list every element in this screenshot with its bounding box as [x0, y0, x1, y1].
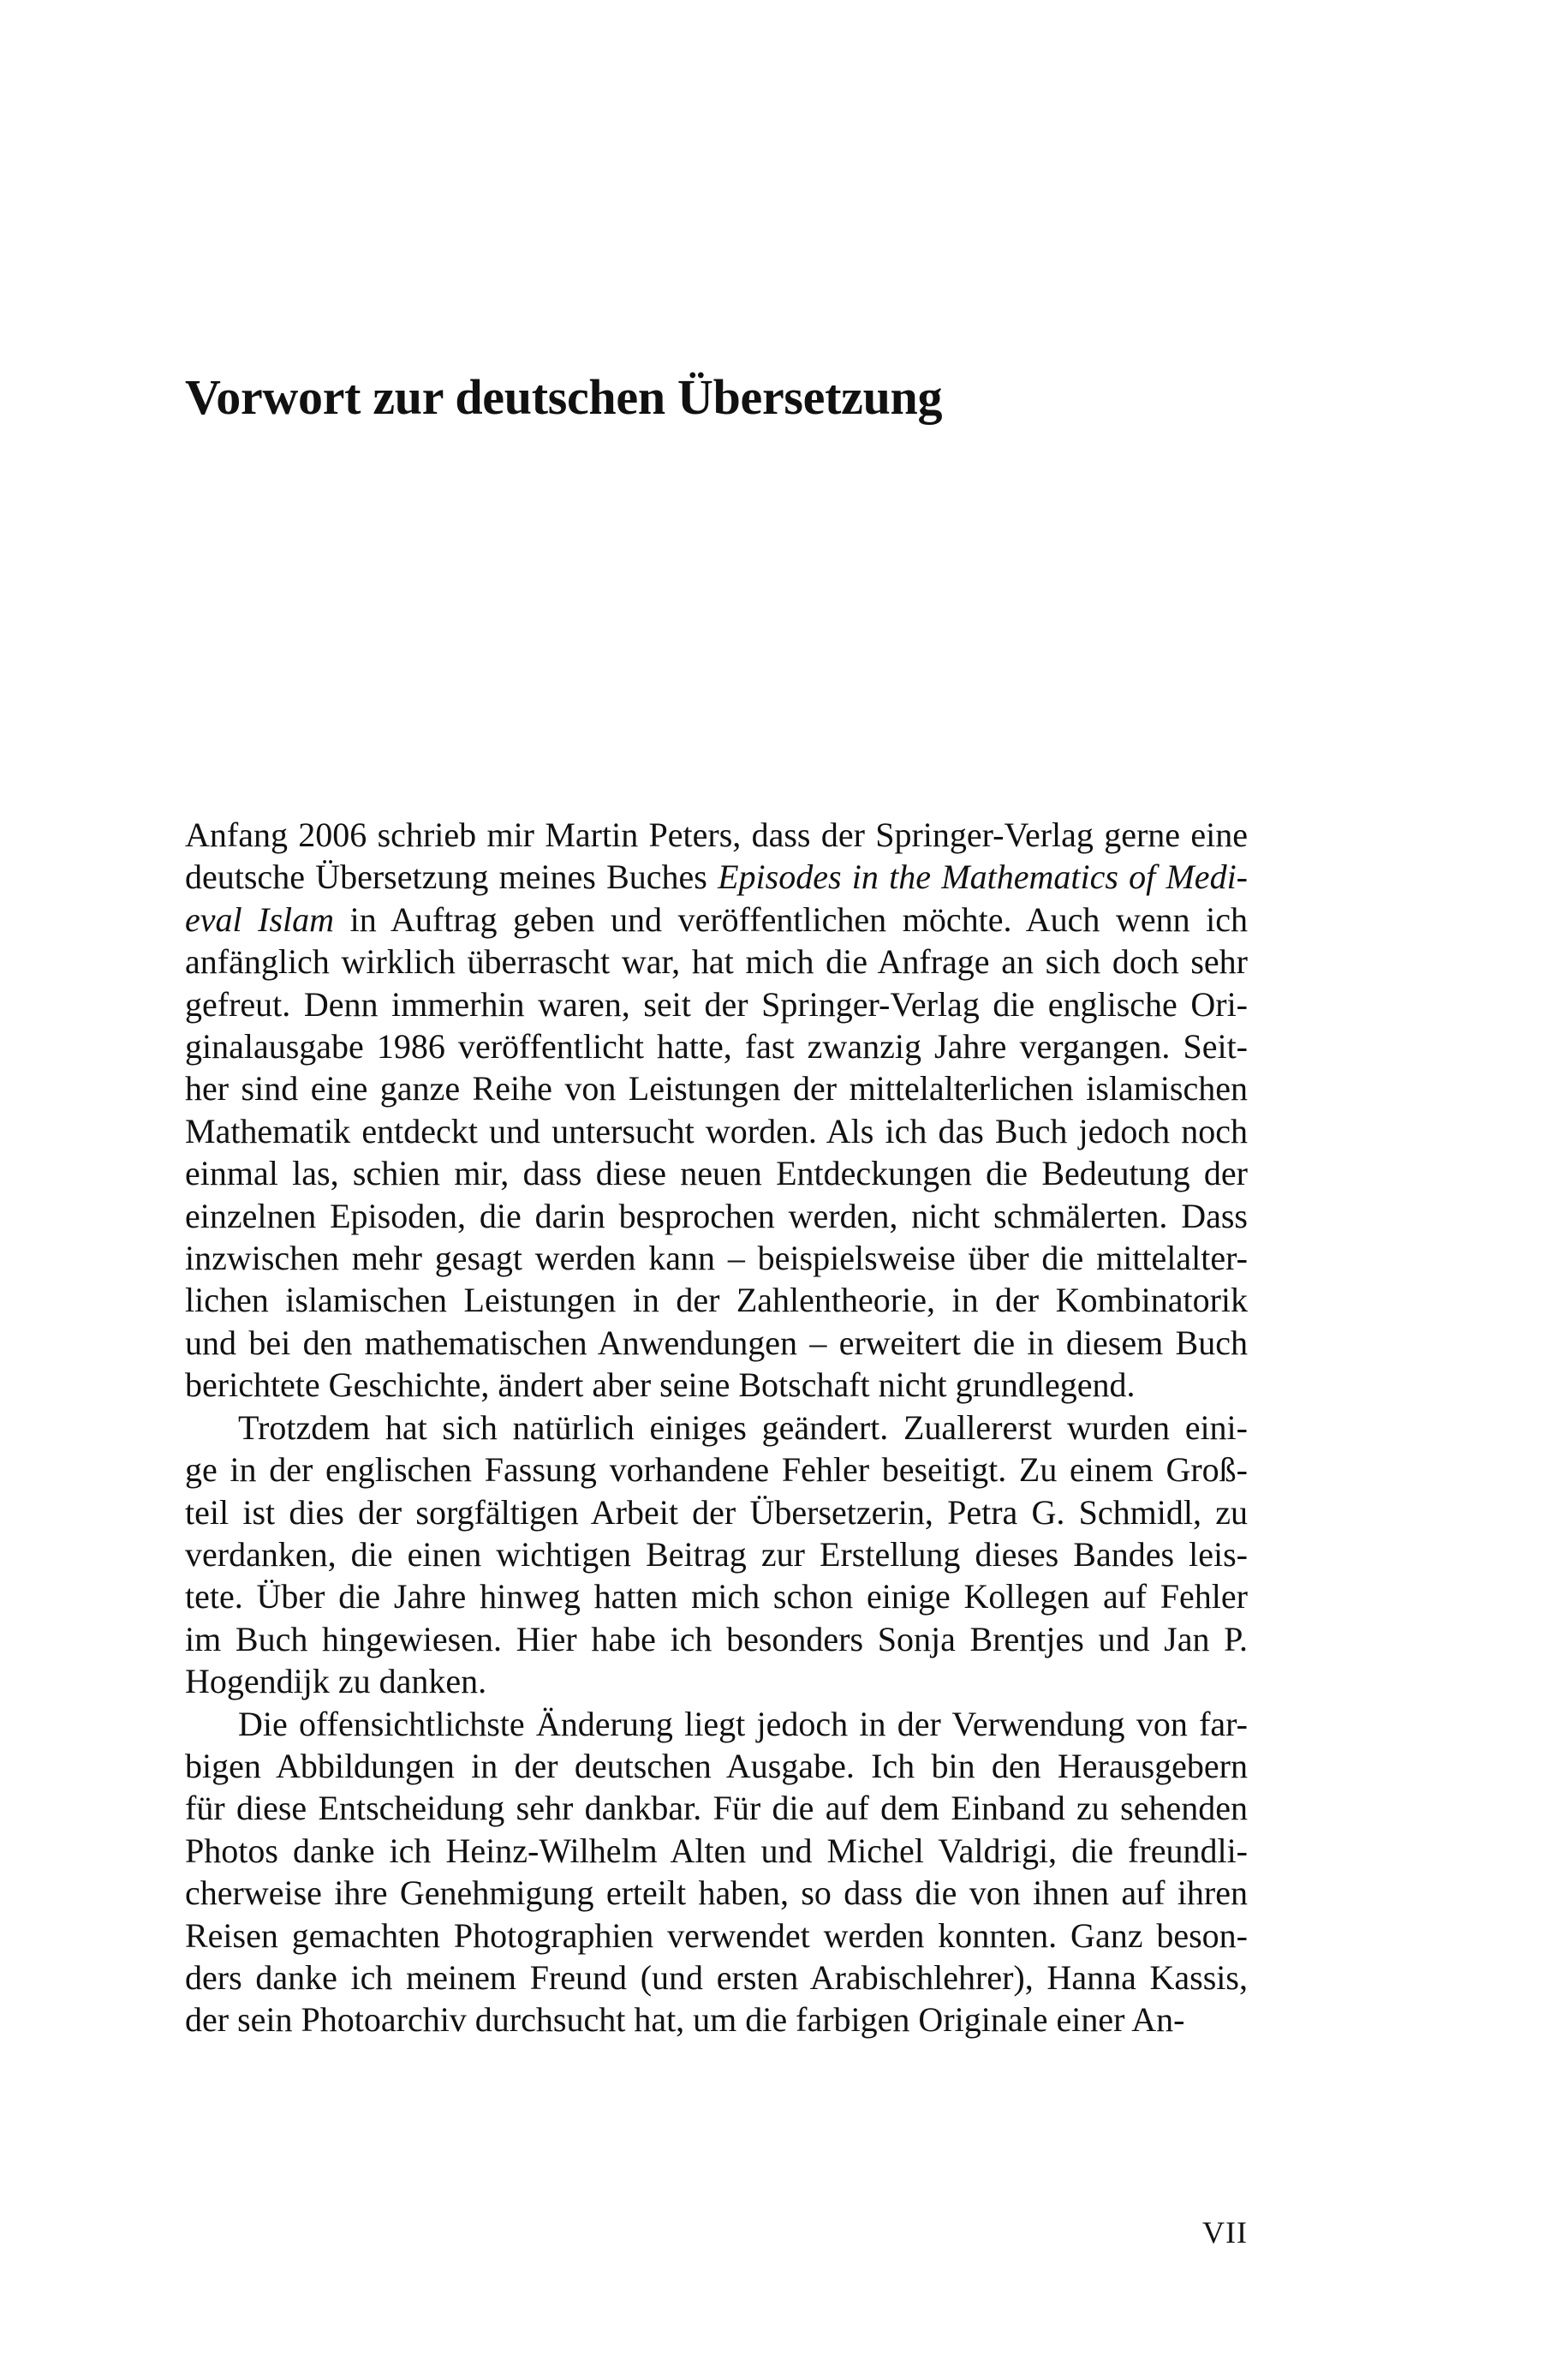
text-line — [185, 1957, 1248, 1999]
text-segment: berichtete Geschichte, ändert aber seine Botschaft nicht grundlegend. — [185, 1365, 1136, 1405]
text-segment: für diese Entscheidung sehr dankbar. Für die auf dem Einband zu sehenden — [185, 1789, 1248, 1828]
text-line — [185, 1279, 1248, 1321]
text-line — [185, 1830, 1248, 1872]
text-line — [185, 1575, 1248, 1617]
text-line — [185, 1237, 1248, 1279]
text-segment: Die offensichtlichste Änderung liegt jedoch in der Verwendung von far- — [238, 1704, 1248, 1743]
text-segment: bigen Abbildungen in der deutschen Ausgabe. Ich bin den Herausgebern — [185, 1746, 1248, 1785]
text-segment: Photos danke ich Heinz-Wilhelm Alten und Michel Valdrigi, die freundli- — [185, 1831, 1248, 1870]
text-segment: Hogendijk zu danken. — [185, 1662, 487, 1701]
text-line — [185, 1195, 1248, 1237]
text-line — [185, 941, 1248, 983]
text-line — [185, 1322, 1248, 1364]
text-line — [185, 814, 1248, 856]
text-segment: der sein Photoarchiv durchsucht hat, um die farbigen Originale einer An- — [185, 2000, 1185, 2040]
text-line — [185, 1618, 1248, 1660]
text-line — [185, 1152, 1248, 1194]
page-number: VII — [1202, 2215, 1248, 2250]
italic-book-title: eval Islam — [185, 899, 335, 939]
text-segment: in Auftrag geben und veröffentlichen möchte. Auch wenn ich — [334, 899, 1249, 939]
body-text — [185, 814, 1248, 2041]
page-title: Vorwort zur deutschen Übersetzung — [185, 369, 943, 425]
text-segment: und bei den mathematischen Anwendungen – erweitert die in diesem Buch — [185, 1323, 1248, 1362]
text-line — [185, 1999, 1248, 2040]
text-segment: im Buch hingewiesen. Hier habe ich besonders Sonja Brentjes und Jan P. — [185, 1619, 1248, 1658]
text-line — [185, 1745, 1248, 1787]
text-segment: Anfang 2006 schrieb mir Martin Peters, dass der Springer-Verlag gerne eine — [185, 816, 1248, 854]
paragraph-3 — [185, 1703, 1248, 2041]
text-line — [185, 1025, 1248, 1067]
text-line — [185, 1364, 1248, 1406]
text-segment: deutsche Übersetzung meines Buches — [185, 857, 718, 897]
paragraph-2 — [185, 1407, 1248, 1703]
text-line — [185, 1533, 1248, 1575]
text-line — [185, 983, 1248, 1025]
text-segment: ginalausgabe 1986 veröffentlicht hatte, fast zwanzig Jahre vergangen. Seit- — [185, 1027, 1248, 1067]
text-line — [185, 856, 1248, 898]
text-segment: inzwischen mehr gesagt werden kann – beispielsweise über die mittelalter- — [185, 1239, 1248, 1278]
paragraph-1 — [185, 814, 1248, 1407]
text-line — [185, 1660, 1248, 1702]
text-segment: Mathematik entdeckt und untersucht worden. Als ich das Buch jedoch noch — [185, 1111, 1248, 1150]
text-segment: cherweise ihre Genehmigung erteilt haben, so dass die von ihnen auf ihren — [185, 1873, 1248, 1913]
text-line — [185, 1407, 1248, 1449]
text-segment: lichen islamischen Leistungen in der Zahlentheorie, in der Kombinatorik — [185, 1281, 1248, 1320]
text-segment: ge in der englischen Fassung vorhandene Fehler beseitigt. Zu einem Groß- — [185, 1450, 1248, 1490]
italic-book-title: Episodes in the Mathematics of Medi- — [718, 857, 1248, 897]
text-segment: Trotzdem hat sich natürlich einiges geändert. Zuallererst wurden eini- — [238, 1407, 1248, 1447]
text-segment: gefreut. Denn immerhin waren, seit der Springer-Verlag die englische Ori- — [185, 984, 1248, 1024]
text-line — [185, 1703, 1248, 1745]
text-line — [185, 1787, 1248, 1829]
text-segment: einmal las, schien mir, dass diese neuen Entdeckungen die Bedeutung der — [185, 1154, 1248, 1193]
text-segment: anfänglich wirklich überrascht war, hat mich die Anfrage an sich doch sehr — [185, 942, 1248, 982]
text-segment: tete. Über die Jahre hinweg hatten mich schon einige Kollegen auf Fehler — [185, 1577, 1248, 1616]
text-segment: verdanken, die einen wichtigen Beitrag zur Erstellung dieses Bandes leis- — [185, 1534, 1248, 1574]
text-segment: einzelnen Episoden, die darin besprochen werden, nicht schmälerten. Dass — [185, 1196, 1248, 1235]
text-segment: her sind eine ganze Reihe von Leistungen der mittelalterlichen islamischen — [185, 1069, 1248, 1108]
text-line — [185, 1110, 1248, 1152]
text-segment: ders danke ich meinem Freund (und ersten Arabischlehrer), Hanna Kassis, — [185, 1957, 1248, 1997]
text-line — [185, 1915, 1248, 1957]
text-line — [185, 1067, 1248, 1109]
text-line — [185, 1491, 1248, 1533]
text-segment: teil ist dies der sorgfältigen Arbeit der Übersetzerin, Petra G. Schmidl, zu — [185, 1492, 1248, 1532]
text-line — [185, 899, 1248, 941]
text-segment: Reisen gemachten Photographien verwendet werden konnten. Ganz beson- — [185, 1915, 1248, 1955]
text-line — [185, 1449, 1248, 1491]
text-line — [185, 1872, 1248, 1914]
